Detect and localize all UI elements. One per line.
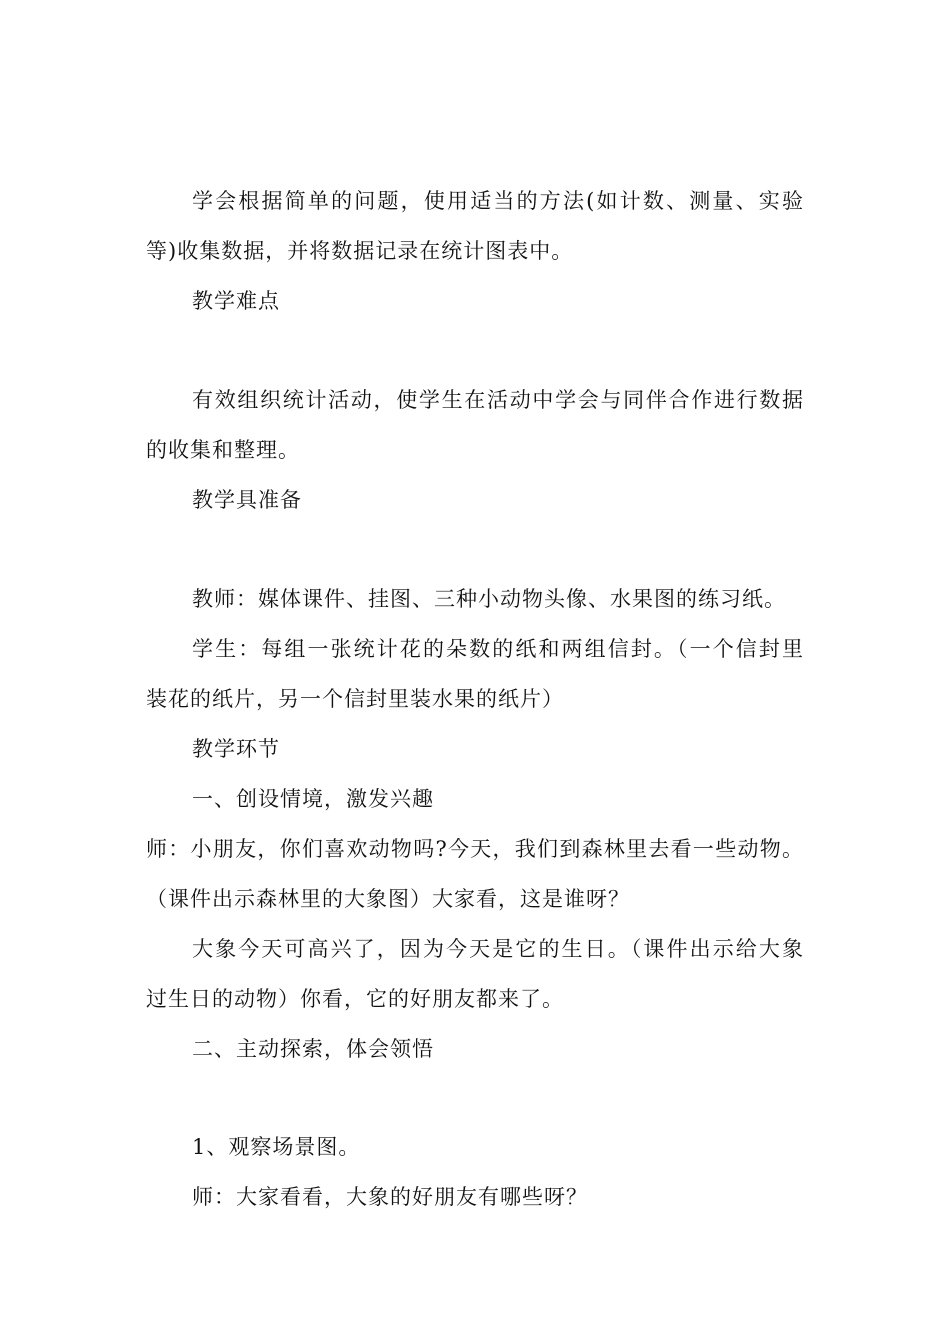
paragraph-line: 教师：媒体课件、挂图、三种小动物头像、水果图的练习纸。 (192, 587, 786, 611)
paragraph-line: 学会根据简单的问题，使用适当的方法(如计数、测量、实验 (192, 189, 804, 213)
paragraph-line: 等)收集数据，并将数据记录在统计图表中。 (146, 239, 574, 263)
paragraph-line: 师：大家看看，大象的好朋友有哪些呀？ (192, 1185, 588, 1209)
section-heading: 二、主动探索，体会领悟 (192, 1037, 434, 1061)
paragraph-line: 1、观察场景图。 (192, 1135, 361, 1159)
paragraph-line: 学生：每组一张统计花的朵数的纸和两组信封。（一个信封里 (192, 637, 804, 661)
section-heading: 教学具准备 (192, 488, 302, 512)
paragraph-line: 的收集和整理。 (146, 438, 300, 462)
paragraph-line: 装花的纸片，另一个信封里装水果的纸片） (146, 687, 564, 711)
section-heading: 一、创设情境，激发兴趣 (192, 787, 434, 811)
section-heading: 教学环节 (192, 737, 280, 761)
paragraph-line: 大象今天可高兴了，因为今天是它的生日。（课件出示给大象 (192, 937, 804, 961)
paragraph-line: （课件出示森林里的大象图）大家看，这是谁呀？ (146, 887, 630, 911)
paragraph-line: 过生日的动物）你看，它的好朋友都来了。 (146, 987, 564, 1011)
paragraph-line: 有效组织统计活动，使学生在活动中学会与同伴合作进行数据 (192, 388, 804, 412)
section-heading: 教学难点 (192, 289, 280, 313)
paragraph-line: 师：小朋友，你们喜欢动物吗?今天，我们到森林里去看一些动物。 (146, 837, 804, 861)
